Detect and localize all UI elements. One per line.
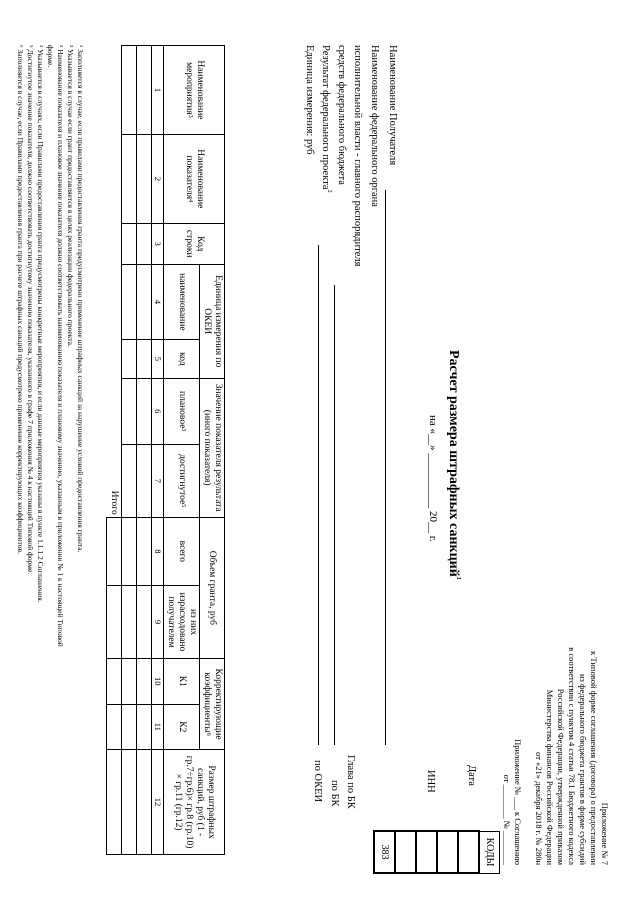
appendix-line-3: в соответствии с пунктом 4 статьи 78.1 Бюджетного кодекса <box>567 647 577 865</box>
label-glava: Глава по БК <box>345 755 356 809</box>
total-row <box>107 46 122 855</box>
footnote-5: ⁵ Достигнутое значение показателя, должно соответствовать достигнутому значению показателя, указанного в графе 7 приложения № 4 к настоящей Типовой форме. <box>26 45 35 575</box>
col-num-6: 6 <box>152 378 164 444</box>
field-federal-body-line[interactable] <box>334 285 335 745</box>
cell-penalty[interactable] <box>137 750 152 855</box>
th-unit-name: наименование <box>164 264 200 339</box>
cell-k1[interactable] <box>122 658 137 704</box>
field-recipient-label: Наименование Получателя <box>387 45 398 166</box>
col-num-4: 4 <box>152 264 164 339</box>
code-inn[interactable] <box>437 831 458 873</box>
code-okei: 383 <box>374 831 395 873</box>
appendix-line-5: Министерства финансов Российской Федерации <box>545 689 555 865</box>
code-glava[interactable] <box>416 831 437 873</box>
appendix-line-4: Российской Федерации, утвержденной приказом <box>556 688 566 865</box>
code-date[interactable] <box>458 831 479 873</box>
cell-spent[interactable] <box>137 586 152 659</box>
col-num-5: 5 <box>152 339 164 378</box>
label-inn: ИНН <box>425 770 436 793</box>
codes-header: КОДЫ <box>479 831 500 873</box>
cell-k1[interactable] <box>137 658 152 704</box>
col-num-1: 1 <box>152 46 164 135</box>
col-num-7: 7 <box>152 444 164 517</box>
cell-penalty[interactable] <box>122 750 137 855</box>
th-event-sup: 3 <box>187 114 193 118</box>
cell-indicator[interactable] <box>122 134 137 223</box>
penalty-table <box>106 45 225 855</box>
total-cell[interactable] <box>107 658 122 704</box>
col-num-2: 2 <box>152 134 164 223</box>
appendix-header <box>501 580 610 865</box>
th-unit: Единица измерения по ОКЕИ <box>200 264 225 378</box>
cell-planned[interactable] <box>122 378 137 444</box>
footnote-3-cont: форме. <box>46 45 55 68</box>
cell-spent[interactable] <box>122 586 137 659</box>
form-title-text: Расчет размера штрафных санкций <box>446 350 461 577</box>
cell-event[interactable] <box>137 46 152 135</box>
form-title-sup: 1 <box>455 576 461 580</box>
form-title <box>446 350 460 580</box>
label-date: Дата <box>466 765 477 786</box>
th-coef-sup: 6 <box>205 732 211 736</box>
col-num-8: 8 <box>152 517 164 585</box>
th-event-text: Наименование мероприятия <box>184 60 205 120</box>
th-indicator-text: Наименование показателя <box>184 149 205 209</box>
cell-k2[interactable] <box>122 704 137 750</box>
footnotes <box>15 45 85 860</box>
total-cell[interactable] <box>107 704 122 750</box>
col-num-11: 11 <box>152 704 164 750</box>
th-achieved-sup: 5 <box>180 504 186 508</box>
th-event <box>164 46 225 135</box>
footnote-3: ³ Наименование показателя и плановое значение показателя должно соответствовать наименованию показателя и плановому значению, указанным в приложении № 1 к настоящей Типовой <box>56 45 65 647</box>
codes-box <box>373 830 500 874</box>
appendix-line-6: от «21» декабря 2018 г. № 280н <box>534 751 544 865</box>
agreement-line: Приложение № ___ к Соглашению <box>513 739 523 865</box>
th-coef <box>200 658 225 749</box>
cell-total[interactable] <box>122 517 137 585</box>
appendix-number: Приложение № 7 <box>600 802 610 865</box>
cell-code[interactable] <box>137 223 152 264</box>
th-code: Код строки <box>164 223 225 264</box>
total-cell[interactable] <box>107 517 122 585</box>
cell-achieved[interactable] <box>137 444 152 517</box>
th-achieved <box>164 444 200 517</box>
field-project-label <box>320 45 331 193</box>
cell-event[interactable] <box>122 46 137 135</box>
table-row <box>137 46 152 855</box>
col-num-3: 3 <box>152 223 164 264</box>
code-bk[interactable] <box>395 831 416 873</box>
field-project-sup: 2 <box>326 189 332 193</box>
field-federal-body-3: средств федерального бюджета <box>336 45 347 185</box>
th-of-them: из них израсходовано получателем <box>164 586 200 659</box>
th-k1: К1 <box>164 658 200 704</box>
field-recipient-line[interactable] <box>385 190 386 745</box>
rotated-document <box>16 20 620 880</box>
th-planned-sup: 3 <box>180 428 186 432</box>
th-planned-text: плановое <box>177 391 187 429</box>
cell-unit-name[interactable] <box>137 264 152 339</box>
col-num-12: 12 <box>152 750 164 855</box>
th-unit-code: код <box>164 339 200 378</box>
label-okei: по ОКЕИ <box>312 760 323 803</box>
footnote-1: ¹ Заполняется в случае, если правилами предоставления гранта предусмотрено применение штрафных санкций за нарушение условий предоставления гранта. <box>76 45 85 553</box>
footnote-4: ³ Указывается в случаях, если Правилами предоставления гранта предусмотрены конкретные мероприятия, и если данные мероприятия указаны в пункте 1.1.1.2 Соглашения. <box>36 45 45 603</box>
th-coef-text: Корректирующие коэффициенты <box>202 668 223 740</box>
total-cell[interactable] <box>107 586 122 659</box>
cell-k2[interactable] <box>137 704 152 750</box>
table-row <box>122 46 137 855</box>
agreement-from: от ________ № ________ <box>502 774 512 865</box>
cell-planned[interactable] <box>137 378 152 444</box>
cell-unit-code[interactable] <box>137 339 152 378</box>
appendix-line-2: из федерального бюджета грантов в форме субсидий <box>578 674 588 865</box>
footnote-2: ² Указывается в случае если грант предоставляется в целях реализации федерального проекта. <box>66 45 75 347</box>
col-num-10: 10 <box>152 658 164 704</box>
total-label: Итого <box>107 46 122 518</box>
field-unit: Единица измерения: руб <box>304 45 315 155</box>
cell-indicator[interactable] <box>137 134 152 223</box>
total-cell[interactable] <box>107 750 122 855</box>
th-indicator <box>164 134 225 223</box>
cell-total[interactable] <box>137 517 152 585</box>
column-numbers-row <box>152 46 164 855</box>
th-planned <box>164 378 200 444</box>
col-num-9: 9 <box>152 586 164 659</box>
th-achieved-text: достигнутое <box>177 454 187 505</box>
form-date-line: на «__» __________ 20__ г. <box>427 415 439 542</box>
field-federal-body-2: исполнительной власти - главного распорядителя <box>352 45 363 267</box>
th-indicator-sup: 4 <box>187 199 193 203</box>
label-bk: по БК <box>329 780 340 807</box>
field-project-text: Результат федерального проекта <box>320 45 331 190</box>
th-penalty: Размер штрафных санкций, руб (1 - гр.7÷гр.6)× гр.8 (гр.10) × гр.11 (гр.12) <box>164 750 225 855</box>
th-grant: Объем гранта, руб <box>200 517 225 658</box>
field-project-line[interactable] <box>318 245 319 745</box>
cell-unit-code[interactable] <box>122 339 137 378</box>
th-total: всего <box>164 517 200 585</box>
field-federal-body-1: Наименование федерального органа <box>369 45 380 207</box>
th-k2: К2 <box>164 704 200 750</box>
footnote-6: ⁶ Заполняется в случае, если Правилами предоставления гранта при расчете штрафных санкций предусмотрено применение корректирующих коэффициентов. <box>16 45 25 554</box>
cell-code[interactable] <box>122 223 137 264</box>
th-value: Значение показателя результата (иного показателя) <box>200 378 225 517</box>
appendix-line-1: к Типовой форме соглашения (договора) о предоставлении <box>589 651 599 865</box>
cell-unit-name[interactable] <box>122 264 137 339</box>
cell-achieved[interactable] <box>122 444 137 517</box>
